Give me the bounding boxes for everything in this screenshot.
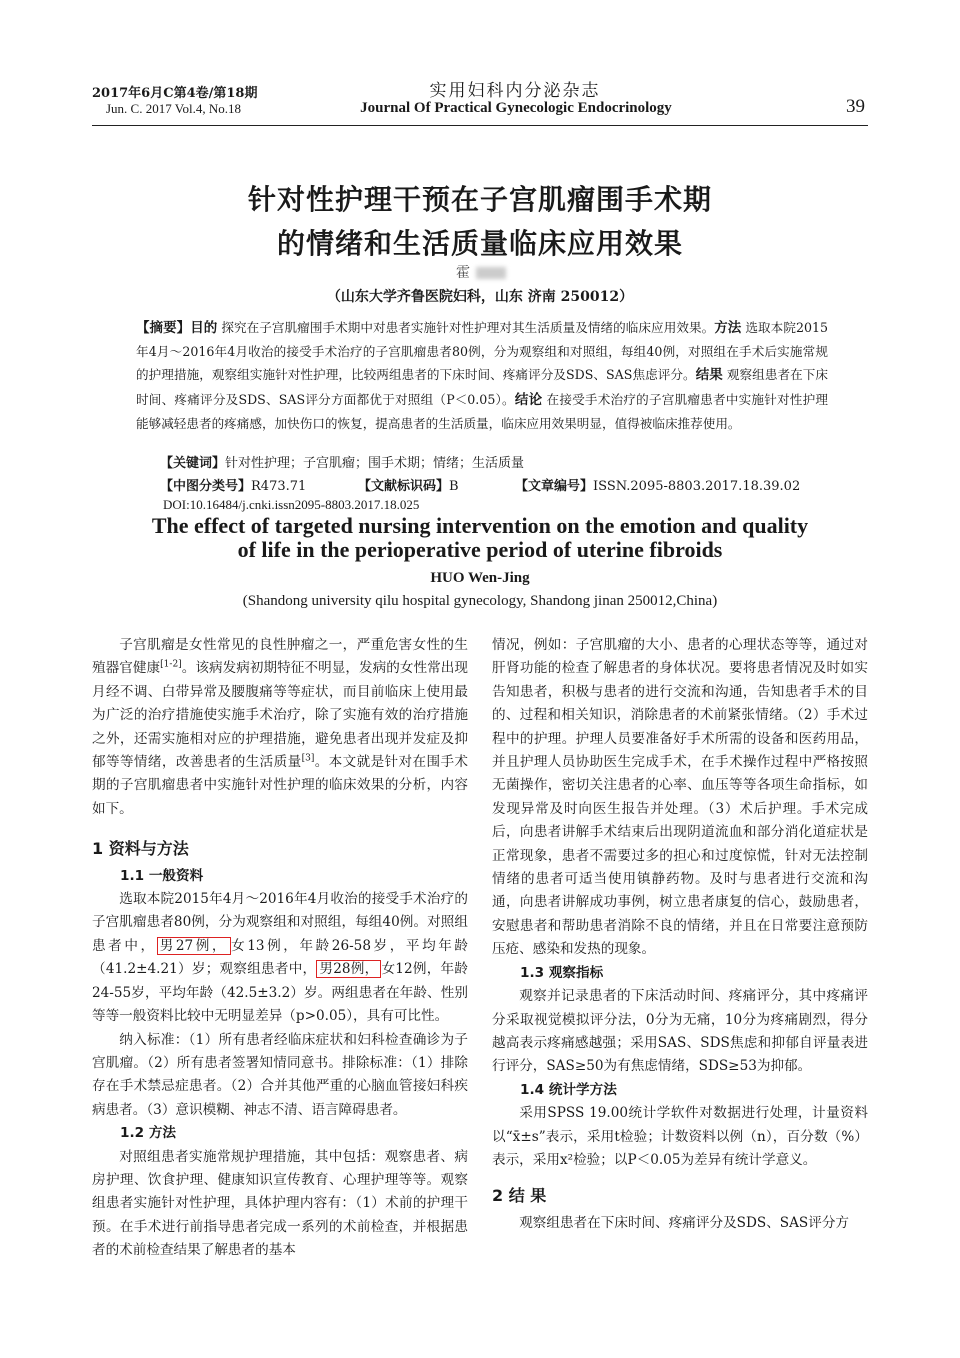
art-label: 【文章编号】 bbox=[515, 479, 594, 494]
keywords-text: 针对性护理；子宫肌瘤；围手术期；情绪；生活质量 bbox=[225, 456, 525, 471]
section-1-heading: 1 资料与方法 bbox=[92, 839, 189, 859]
author-cn-name: 霍 bbox=[456, 265, 472, 281]
section-1-2-heading: 1.2 方法 bbox=[120, 1125, 177, 1142]
objective-label: 目的 bbox=[190, 320, 218, 336]
doi: DOI:10.16484/j.cnki.issn2095-8803.2017.18.025 bbox=[163, 497, 420, 512]
conclusion-text: 在接受手术治疗的子宫肌瘤患者中实施针对性护理能够减轻患者的疼痛感，加快伤口的恢复，提高患者的生活质量，临床应用效果明显，值得被临床推荐使用。 bbox=[136, 391, 829, 431]
title-en-line-2: of life in the perioperative period of uterine fibroids bbox=[237, 537, 723, 562]
p11-text-b: 女13例，年龄26-58岁，平均年龄（41.2±4.21）岁；观察组患者中， bbox=[92, 937, 468, 978]
intro-text-b: 。该病发病初期特征不明显，发病的女性常出现月经不调、白带异常及腰腹痛等等症状，而目前临床上使用最为广泛的治疗措施使实施手术治疗，除了实施有效的治疗措施之外，还需实施相对应的护理措施，避免患者出现并发症及抑郁等等情绪，改善患者的生活质量 bbox=[92, 660, 469, 771]
section-1-1-heading: 1.1 一般资料 bbox=[120, 867, 204, 884]
section-1-4-heading: 1.4 统计学方法 bbox=[520, 1081, 617, 1098]
journal-name-cn: 实用妇科内分泌杂志 bbox=[429, 81, 601, 101]
issue-en: Jun. C. 2017 Vol.4, No.18 bbox=[106, 101, 241, 116]
affiliation-cn: （山东大学齐鲁医院妇科，山东 济南 250012） bbox=[326, 289, 634, 305]
keywords-label: 【关键词】 bbox=[160, 456, 226, 471]
section-2-heading: 2 结 果 bbox=[492, 1186, 547, 1206]
section-1-3-heading: 1.3 观察指标 bbox=[520, 964, 604, 981]
article-number bbox=[515, 475, 800, 494]
section-1-2-continued: 情况，例如：子宫肌瘤的大小、患者的心理状态等等，通过对肝肾功能的检查了解患者的身体状况。要将患者情况及时如实告知患者，积极与患者的进行交流和沟通，告知患者手术的目的、过程和相关知识，消除患者的术前紧张情绪。（2）手术过程中的护理。护理人员要准备好手术所需的设备和医药用品，并且护理人员协助医生完成手术，在手术操作过程中严格按照无菌操作，密切关注患者的心率、血压等等各项生命指标，如发现异常及时向医生报告并处理。（3）术后护理。手术完成后，向患者讲解手术结束后出现阴道流血和部分消化道症状是正常现象，患者不需要过多的担心和过度惊慌，针对无法控制情绪的患者可适当使用镇静药物。及时与患者进行交流和沟通，向患者讲解成功事例，树立患者康复的信心，鼓励患者，安慰患者和帮助患者消除不良的情绪，并且在日常要注意预防压疮、感染和发热的现象。 bbox=[492, 637, 868, 958]
title-cn-line-1: 针对性护理干预在子宫肌瘤围手术期 bbox=[247, 183, 712, 216]
result-label: 结果 bbox=[695, 367, 723, 384]
page-number: 39 bbox=[846, 96, 865, 117]
header-rule bbox=[92, 125, 868, 126]
clc-value: R473.71 bbox=[251, 479, 307, 494]
affiliation-en: (Shandong university qilu hospital gynecology, Shandong jinan 250012,China) bbox=[242, 593, 718, 609]
section-1-4-paragraph: 采用SPSS 19.00统计学软件对数据进行处理，计量资料以“x̄±s”表示，采用t检验；计数资料以例（n），百分数（%）表示，采用x²检验；以P＜0.05为差异有统计学意义。 bbox=[492, 1105, 868, 1168]
journal-name-en: Journal Of Practical Gynecologic Endocrinology bbox=[360, 100, 672, 116]
result-text: 观察组患者在下床时间、疼痛评分及SDS、SAS评分方面都优于对照组（P＜0.05）。 bbox=[136, 367, 828, 407]
keywords bbox=[160, 452, 524, 471]
clc-number bbox=[160, 475, 306, 494]
method-text: 选取本院2015年4月～2016年4月收治的接受手术治疗的子宫肌瘤患者80例，分为观察组和对照组，每组40例，对照组在手术后实施常规的护理措施，观察组实施针对性护理，比较两组患者的下床时间、疼痛评分及SDS、SAS焦虑评分。 bbox=[136, 320, 829, 383]
art-value: ISSN.2095-8803.2017.18.39.02 bbox=[593, 479, 801, 494]
p11-text-c: 女12例，年龄24-55岁，平均年龄（42.5±3.2）岁。两组患者在年龄、性别等等一般资料比较中无明显差异（p>0.05），具有可比性。 bbox=[92, 961, 468, 1025]
abstract bbox=[136, 316, 828, 435]
conclusion-label: 结论 bbox=[514, 391, 543, 408]
title-cn-line-2: 的情绪和生活质量临床应用效果 bbox=[276, 227, 683, 260]
intro-text-c: 。本文就是针对在围手术期的子宫肌瘤患者中实施针对性护理的临床效果的分析，内容如下。 bbox=[92, 754, 469, 817]
highlight-box-2: 男28例， bbox=[316, 960, 381, 978]
author-blur bbox=[476, 267, 506, 279]
abstract-label: 【摘要】 bbox=[136, 320, 191, 336]
citation-2: [3] bbox=[301, 753, 315, 764]
intro-text-a: 子宫肌瘤是女性常见的良性肿瘤之一，严重危害女性的生殖器官健康 bbox=[92, 637, 468, 677]
highlight-box-1: 男27例， bbox=[157, 937, 231, 955]
issue-cn: 2017年6月C第4卷/第18期 bbox=[92, 86, 258, 101]
doc-label: 【文献标识码】 bbox=[358, 479, 450, 494]
doc-value: B bbox=[449, 479, 459, 494]
body-left-column bbox=[92, 634, 468, 1263]
clc-label: 【中图分类号】 bbox=[160, 479, 252, 494]
title-en-line-1: The effect of targeted nursing intervention on the emotion and quality bbox=[151, 513, 809, 538]
p11-text-a: 选取本院2015年4月～2016年4月收治的接受手术治疗的子宫肌瘤患者80例，分为观察组和对照组，每组40例。对照组患者中， bbox=[92, 891, 468, 954]
section-1-2-paragraph: 对照组患者实施常规护理措施，其中包括：观察患者、病房护理、饮食护理、健康知识宣传教育、心理护理等等。观察组患者实施针对性护理，具体护理内容有：（1）术前的护理干预。在手术进行前指导患者完成一系列的术前检查，并根据患者的术前检查结果了解患者的基本 bbox=[92, 1148, 468, 1259]
document-code bbox=[358, 475, 459, 494]
body-right-column bbox=[492, 634, 868, 1235]
method-label: 方法 bbox=[714, 320, 742, 336]
author-en: HUO Wen-Jing bbox=[430, 570, 530, 586]
criteria-paragraph: 纳入标准：（1）所有患者经临床症状和妇科检查确诊为子宫肌瘤。（2）所有患者签署知情同意书。排除标准：（1）排除存在手术禁忌症患者。（2）合并其他严重的心脑血管接妇科疾病患者。（3）意识模糊、神志不清、语言障碍患者。 bbox=[92, 1031, 468, 1118]
intro-paragraph bbox=[92, 634, 468, 821]
section-2-paragraph: 观察组患者在下床时间、疼痛评分及SDS、SAS评分方 bbox=[519, 1214, 850, 1231]
section-1-3-paragraph: 观察并记录患者的下床活动时间、疼痛评分，其中疼痛评分采取视觉模拟评分法，0分为无痛，10分为疼痛剧烈，得分越高表示疼痛感越强；采用SAS、SDS焦虑和抑郁自评量表进行评分，SAS≥50为有焦虑情绪，SDS≥53为抑郁。 bbox=[492, 988, 868, 1075]
objective-text: 探究在子宫肌瘤围手术期中对患者实施针对性护理对其生活质量及情绪的临床应用效果。 bbox=[221, 320, 715, 335]
author-cn bbox=[456, 262, 506, 282]
citation-1: [1-2] bbox=[160, 659, 182, 670]
section-1-1-paragraph bbox=[92, 888, 468, 1028]
